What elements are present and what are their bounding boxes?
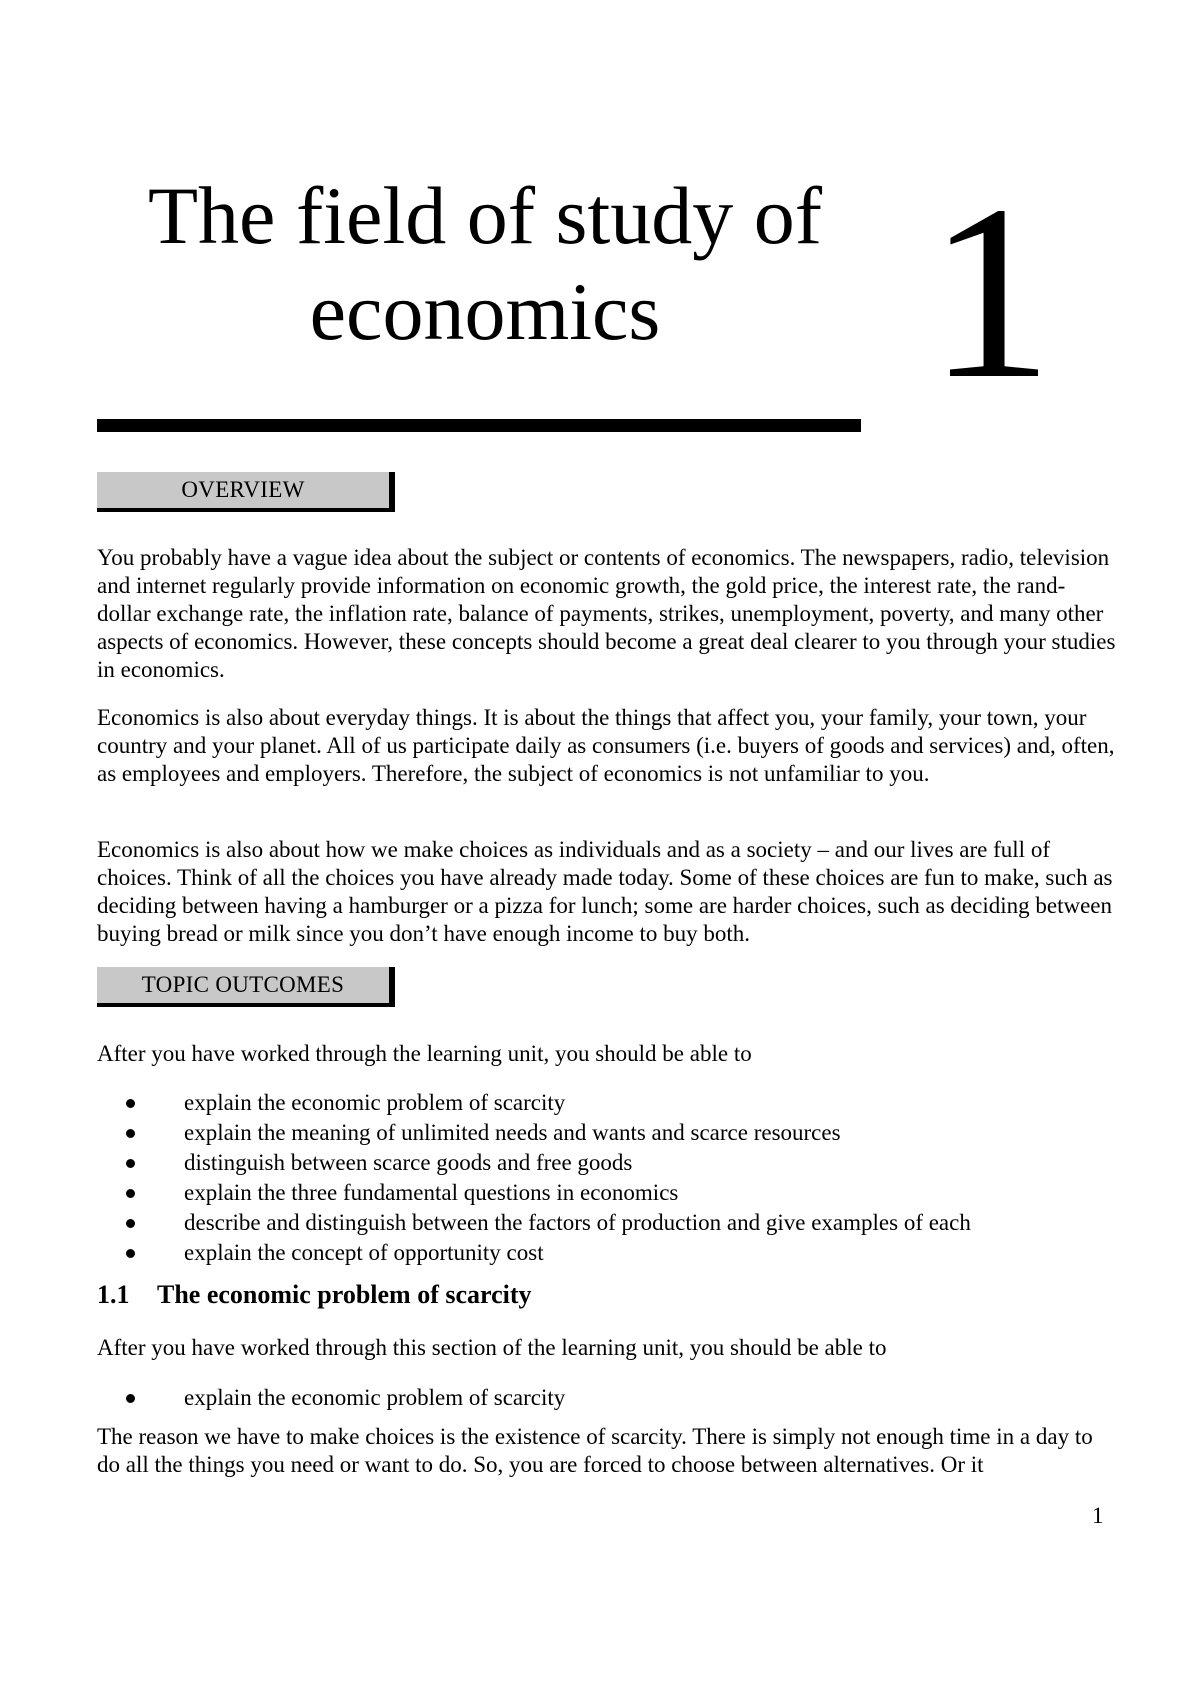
list-item-text: explain the economic problem of scarcity: [184, 1090, 566, 1115]
list-item-text: explain the meaning of unlimited needs and wants and scarce resources: [184, 1120, 841, 1145]
list-item: [120, 1208, 971, 1238]
bullet-icon: [126, 1099, 135, 1108]
section-outcomes-list: [120, 1383, 565, 1413]
list-item: [120, 1088, 971, 1118]
section-paragraph: The reason we have to make choices is the existence of scarcity. There is simply not enough time in a day to do all the things you need or want to do. So, you are forced to choose between alternatives. Or it: [97, 1424, 1093, 1477]
outcomes-intro: After you have worked through the learning unit, you should be able to: [97, 1041, 752, 1066]
topic-outcomes-heading-label: TOPIC OUTCOMES: [141, 972, 345, 997]
overview-paragraph-1: You probably have a vague idea about the subject or contents of economics. The newspapers, radio, television and internet regularly provide information on economic growth, the gold price, the interest rate, the rand-dollar exchange rate, the inflation rate, balance of payments, strikes, unemployment, poverty, and many other aspects of economics. However, these concepts should become a great deal clearer to you through your studies in economics.: [97, 545, 1116, 682]
overview-paragraph-3: Economics is also about how we make choices as individuals and as a society – and our lives are full of choices. Think of all the choices you have already made today. Some of these choices are fun to make, such as deciding between having a hamburger or a pizza for lunch; some are harder choices, such as deciding between buying bread or milk since you don’t have enough income to buy both.: [97, 837, 1113, 946]
outcomes-list: [120, 1088, 971, 1268]
bullet-icon: [126, 1394, 135, 1403]
bullet-icon: [126, 1249, 135, 1258]
bullet-icon: [126, 1129, 135, 1138]
page-number: 1: [1092, 1503, 1104, 1528]
section-title: The economic problem of scarcity: [157, 1280, 532, 1309]
list-item-text: explain the economic problem of scarcity: [184, 1385, 566, 1410]
bullet-icon: [126, 1189, 135, 1198]
overview-heading-box: [97, 472, 395, 512]
section-number: 1.1: [97, 1280, 130, 1309]
topic-outcomes-heading-box: [97, 967, 395, 1007]
list-item: [120, 1118, 971, 1148]
section-intro: After you have worked through this section of the learning unit, you should be able to: [97, 1335, 887, 1360]
title-rule: [97, 419, 861, 432]
chapter-number: 1: [928, 154, 1053, 431]
chapter-title-line-2: economics: [309, 266, 661, 357]
list-item-text: distinguish between scarce goods and free goods: [184, 1150, 633, 1175]
list-item: [120, 1148, 971, 1178]
overview-paragraph-2: Economics is also about everyday things. It is about the things that affect you, your family, your town, your country and your planet. All of us participate daily as consumers (i.e. buyers of goods and services) and, often, as employees and employers. Therefore, the subject of economics is not unfamiliar to you.: [97, 705, 1115, 786]
chapter-title-line-1: The field of study of: [147, 170, 823, 261]
section-heading: [97, 1279, 532, 1311]
list-item: [120, 1238, 971, 1268]
list-item-text: explain the concept of opportunity cost: [184, 1240, 544, 1265]
chapter-title: [100, 168, 870, 360]
bullet-icon: [126, 1219, 135, 1228]
list-item-text: explain the three fundamental questions in economics: [184, 1180, 679, 1205]
list-item-text: describe and distinguish between the factors of production and give examples of each: [184, 1210, 971, 1235]
overview-heading-label: OVERVIEW: [181, 477, 305, 502]
list-item: [120, 1383, 565, 1413]
bullet-icon: [126, 1159, 135, 1168]
list-item: [120, 1178, 971, 1208]
